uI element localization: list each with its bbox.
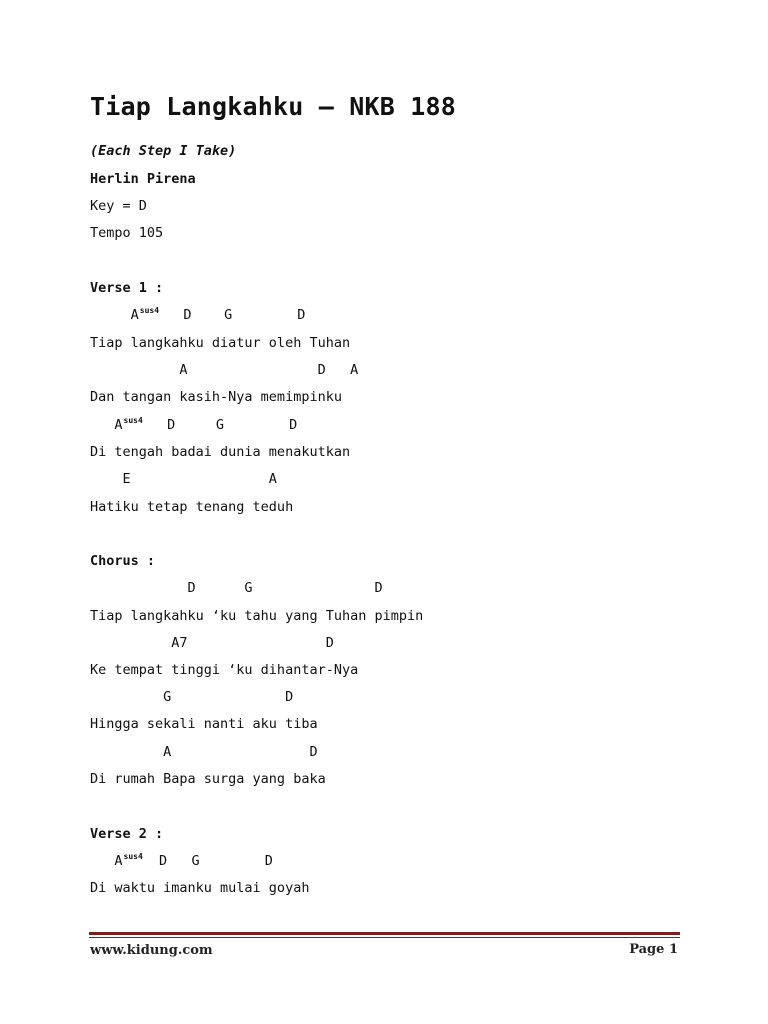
chorus-lyric-line-3: Hingga sekali nanti aku tiba	[90, 716, 318, 732]
chorus-chord-line-2: A7 D	[90, 635, 334, 651]
chord-text: A	[90, 417, 123, 433]
chord-text: D G D	[142, 417, 298, 433]
verse1-chord-line-2: A D A	[90, 362, 359, 378]
footer-website: www.kidung.com	[90, 943, 213, 958]
chord-text: A	[90, 307, 139, 323]
chord-text: A	[90, 853, 123, 869]
composer-name: Herlin Pirena	[90, 171, 196, 187]
page-title: Tiap Langkahku – NKB 188	[90, 92, 457, 121]
verse1-lyric-line-4: Hatiku tetap tenang teduh	[90, 499, 294, 515]
song-tempo: Tempo 105	[90, 225, 164, 241]
footer-page-number: Page 1	[629, 942, 678, 957]
verse1-chord-line-3	[90, 416, 297, 436]
chorus-chord-line-4: A D	[90, 744, 318, 760]
chord-sus4-superscript: sus4	[123, 852, 143, 861]
verse2-lyric-line-1: Di waktu imanku mulai goyah	[90, 880, 310, 896]
verse1-lyric-line-2: Dan tangan kasih-Nya memimpinku	[90, 389, 342, 405]
footer-divider-thin	[89, 937, 680, 938]
footer-divider-thick	[89, 932, 680, 935]
verse2-chord-line-1	[90, 852, 273, 872]
chorus-lyric-line-1: Tiap langkahku ‘ku tahu yang Tuhan pimpin	[90, 608, 424, 624]
chorus-chord-line-3: G D	[90, 689, 294, 705]
chorus-lyric-line-4: Di rumah Bapa surga yang baka	[90, 771, 326, 787]
song-subtitle: (Each Step I Take)	[90, 143, 237, 159]
verse1-chord-line-1	[90, 306, 305, 326]
chorus-lyric-line-2: Ke tempat tinggi ‘ku dihantar-Nya	[90, 662, 359, 678]
chorus-heading: Chorus :	[90, 553, 156, 569]
chord-text: D G D	[142, 853, 273, 869]
song-key: Key = D	[90, 198, 147, 214]
chord-sus4-superscript: sus4	[123, 416, 143, 425]
chord-sus4-superscript: sus4	[139, 306, 160, 315]
verse1-lyric-line-1: Tiap langkahku diatur oleh Tuhan	[90, 335, 351, 351]
verse1-lyric-line-3: Di tengah badai dunia menakutkan	[90, 444, 351, 460]
chorus-chord-line-1: D G D	[90, 580, 383, 596]
verse1-chord-line-4: E A	[90, 471, 277, 487]
verse1-heading: Verse 1 :	[90, 280, 164, 296]
chord-text: D G D	[159, 307, 306, 323]
verse2-heading: Verse 2 :	[90, 826, 164, 842]
